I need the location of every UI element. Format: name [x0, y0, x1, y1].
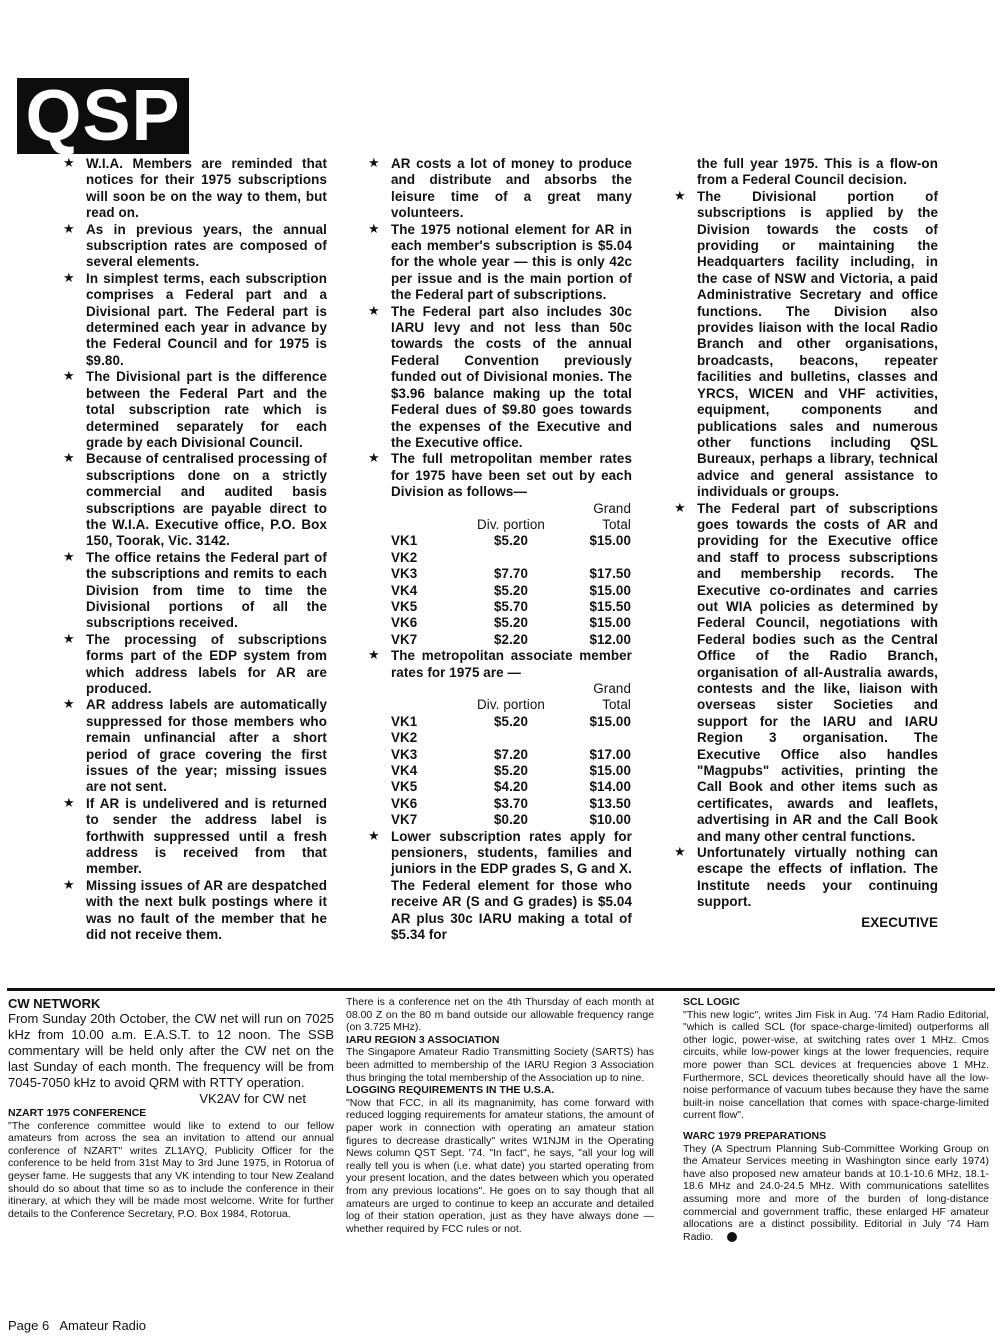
table-cell: $7.70: [493, 566, 528, 582]
table-row: [391, 566, 631, 582]
table-cell: VK7: [391, 631, 418, 647]
item-text: As in previous years, the annual subscription rates are composed of several elements.: [86, 221, 327, 270]
star-icon: ★: [63, 369, 75, 385]
star-icon: ★: [63, 631, 75, 647]
table-cell: $13.50: [589, 795, 631, 811]
star-icon: ★: [368, 221, 380, 237]
table-row: [391, 796, 631, 812]
table-cell: [461, 730, 561, 746]
table-cell: VK6: [391, 795, 418, 811]
column-2: [368, 156, 632, 944]
list-item: [674, 845, 938, 911]
section-heading: CW NETWORK: [8, 996, 101, 1011]
table-row: [391, 632, 631, 648]
table-cell: VK5: [391, 779, 418, 795]
table-cell: $15.00: [589, 615, 631, 631]
table-row: [391, 550, 631, 566]
table-cell: VK2: [391, 730, 418, 746]
list-item: [63, 878, 327, 944]
table-cell: VK6: [391, 615, 418, 631]
column-header-total: Total: [602, 697, 631, 713]
table-cell: [561, 550, 631, 566]
table-cell: $15.50: [589, 598, 631, 614]
paragraph: From Sunday 20th October, the CW net will run on 7025 kHz from 10.00 a.m. E.A.S.T. to 12 noon. The SSB commentary will be held only after the CW net on the last Sunday of each month. The frequency will be from 7045-7050 kHz to avoid QRM with RTTY operation.: [8, 1011, 334, 1090]
list-item: [63, 550, 327, 632]
table-cell: $14.00: [589, 779, 631, 795]
star-icon: ★: [368, 648, 380, 664]
table-cell: $15.00: [589, 763, 631, 779]
star-icon: ★: [63, 549, 75, 565]
section-heading: LOGGING REQUIREMENTS IN THE U.S.A.: [346, 1084, 555, 1097]
table-cell: VK3: [391, 746, 418, 762]
paragraph: "The conference committee would like to extend to our fellow amateurs from across the sea an invitation to attend our annual conference of NZART" writes ZL1AYQ, Publicity Officer for the conference to be held from 31st May to 3rd June 1975, in Rotorua of geyser fame. He suggests that any VK intending to tour New Zealand should do so about that time so as to include the conference in their itinerary, at which they will be made most welcome. Write for further details to the Conference Secretary, P.O. Box 1984, Rotorua.: [8, 1119, 334, 1220]
table-cell: $10.00: [589, 812, 631, 828]
star-icon: ★: [63, 156, 75, 171]
end-mark-icon: [727, 1232, 737, 1242]
list-item: [63, 369, 327, 451]
section-divider: [7, 988, 995, 991]
table-cell: VK4: [391, 763, 418, 779]
associate-rates-table: [391, 681, 631, 829]
item-text: Lower subscription rates apply for pensioners, students, families and juniors in the EDP grades S, G and X. The Federal element for those who receive AR (S and G grades) is $5.04 AR plus 30c IARU making a total of $5.34 for: [391, 828, 632, 943]
paragraph-text: They (A Spectrum Planning Sub-Committee Working Group on the Amateur Services meeting in Washington since early 1974) have also proposed new amateur bands at 10.1-10.6 MHz, 18.1-18.6 MHz and 24.0-24.5 MHz. With communications satellites assuming more and more of the burden of long-distance commercial and government traffic, these enlarged HF amateur allocations are a distinct possibility. Editorial in July '74 Ham Radio.: [683, 1142, 989, 1243]
column-header-grand: Grand: [593, 500, 631, 516]
table-row: [391, 714, 631, 730]
table-cell: $5.20: [493, 713, 528, 729]
item-text: The office retains the Federal part of the subscriptions and remits to each Division from time to time the Divisional portions of all the subscriptions received.: [86, 549, 327, 631]
table-row: [391, 533, 631, 549]
paragraph: "Now that FCC, in all its magnanimity, has come forward with reduced logging requirements for amateur stations, the amount of paper work in connection with operating an amateur station figures to decrease drastically" writes W1NJM in the Operating News column QST Sept. '74. "In fact", he says, "all your log will really tell you is when (i.e. what date) you started operating from your present location, and the dates between which you operated from any previous locations". He goes on to say though that all amateurs are urged to continue to keep an accurate and detailed log of their station operation, just as they have always done — whether required by FCC rules or not.: [346, 1096, 654, 1235]
column-3: [674, 156, 938, 931]
footer-text: Page 6 Amateur Radio: [8, 1318, 147, 1333]
list-item: [63, 451, 327, 549]
table-cell: VK1: [391, 713, 418, 729]
table-cell: $5.20: [493, 763, 528, 779]
item-text: The full metropolitan member rates for 1975 have been set out by each Division as follows—: [391, 451, 632, 500]
table-cell: VK5: [391, 598, 418, 614]
bottom-column-1: [8, 996, 334, 1220]
bottom-column-3: [683, 996, 989, 1243]
item-text: Unfortunately virtually nothing can escape the effects of inflation. The Institute needs your continuing support.: [697, 845, 938, 910]
star-icon: ★: [63, 795, 75, 811]
star-icon: ★: [63, 270, 75, 286]
table-cell: VK3: [391, 566, 418, 582]
signature: EXECUTIVE: [861, 914, 938, 930]
item-text: In simplest terms, each subscription comprises a Federal part and a Divisional part. The Federal part is determined each year in advance by the Federal Council and for 1975 is $9.80.: [86, 270, 327, 368]
table-cell: $5.20: [493, 582, 528, 598]
table-cell: $5.20: [493, 615, 528, 631]
table-row: [391, 583, 631, 599]
table-cell: $3.70: [493, 795, 528, 811]
section-heading: IARU REGION 3 ASSOCIATION: [346, 1033, 500, 1046]
list-item: [368, 451, 632, 500]
table-cell: $5.20: [493, 533, 528, 549]
table-cell: VK7: [391, 812, 418, 828]
table-cell: $2.20: [493, 631, 528, 647]
table-cell: $12.00: [589, 631, 631, 647]
column-header-div-portion: Div. portion: [477, 516, 545, 532]
paragraph: "This new logic", writes Jim Fisk in Aug. '74 Ham Radio Editorial, "which is called SCL (for space-charge-limited) outperforms all other logic, power-wise, at switching rates over 1 MHz. Cmos circuits, while low-power kings at the lower frequencies, require more power than SCL devices at frequencies above 1 MHz. Furthermore, SCL devices theoretically should have all the low-noise performance of vacuum tubes because they have the same built-in noise cancellation that comes with space-charge-limited current flow".: [683, 1008, 989, 1122]
list-item: [368, 304, 632, 452]
table-cell: $15.00: [589, 533, 631, 549]
star-icon: ★: [674, 500, 686, 516]
column-header-div-portion: Div. portion: [477, 697, 545, 713]
section-heading: WARC 1979 PREPARATIONS: [683, 1129, 827, 1142]
list-item: [63, 697, 327, 795]
section-heading: SCL LOGIC: [683, 996, 740, 1008]
table-row: [391, 763, 631, 779]
list-item: [368, 156, 632, 222]
item-text: The Divisional part is the difference between the Federal Part and the total subscription rate which is determined separately for each grade by each Divisional Council.: [86, 369, 327, 450]
table-cell: [461, 550, 561, 566]
table-cell: $15.00: [589, 713, 631, 729]
item-text: Missing issues of AR are despatched with the next bulk postings where it was no fault of the member that he did not receive them.: [86, 877, 327, 943]
table-cell: $0.20: [493, 812, 528, 828]
star-icon: ★: [63, 697, 75, 713]
item-text: The Federal part of subscriptions goes towards the costs of AR and providing for the Executive office and staff to process subscriptions and membership records. The Executive co-ordinates and carries out WIA policies as determined by Federal Council, negotiations with Federal bodies such as the Central Office of the Radio Branch, organisation of all-Australia awards, contests and the like, liaison with overseas sister Societies and support for the IARU and IARU Region 3 organisation. The Executive Office also handles "Magpubs" activities, printing the Call Book and other items such as certificates, awards and leaflets, advertising in AR and the Call Book and many other central functions.: [697, 500, 938, 844]
table-row: [391, 615, 631, 631]
list-item: [674, 501, 938, 846]
star-icon: ★: [674, 845, 686, 861]
table-cell: $17.50: [589, 566, 631, 582]
table-cell: $5.70: [493, 598, 528, 614]
star-icon: ★: [368, 451, 380, 467]
item-text: The Federal part also includes 30c IARU levy and not less than 50c towards the costs of the annual Federal Convention previously funded out of Divisional monies. The $3.96 balance making up the total Federal dues of $9.80 goes towards the expenses of the Executive and the Executive office.: [391, 303, 632, 450]
list-item: [63, 156, 327, 222]
column-1: [63, 156, 327, 944]
paragraph: [683, 1143, 989, 1244]
list-item: [368, 222, 632, 304]
table-cell: VK1: [391, 533, 418, 549]
table-cell: [561, 730, 631, 746]
table-row: [391, 779, 631, 795]
item-text: The 1975 notional element for AR in each member's subscription is $5.04 for the whole year — this is only 42c per issue and is the main portion of the Federal part of subscriptions.: [391, 221, 632, 303]
list-item: [368, 829, 632, 944]
item-text: AR address labels are automatically suppressed for those members who remain unfinancial after a short period of grace covering the first issues of the year; missing issues are not sent.: [86, 697, 327, 795]
list-item: [63, 632, 327, 698]
column-header-grand: Grand: [593, 681, 631, 696]
continued-text: the full year 1975. This is a flow-on from a Federal Council decision.: [697, 156, 938, 188]
item-text: AR costs a lot of money to produce and distribute and absorbs the leisure time of a great many volunteers.: [391, 156, 632, 221]
table-row: [391, 747, 631, 763]
list-item: [63, 271, 327, 369]
list-item: [63, 222, 327, 271]
star-icon: ★: [368, 156, 380, 171]
item-text: The metropolitan associate member rates for 1975 are —: [391, 648, 632, 680]
star-icon: ★: [63, 221, 75, 237]
column-header-total: Total: [602, 516, 631, 532]
table-cell: $7.20: [493, 746, 528, 762]
bottom-column-2: [346, 996, 654, 1235]
list-item: [674, 189, 938, 501]
table-cell: $15.00: [589, 582, 631, 598]
star-icon: ★: [63, 877, 75, 893]
signature: VK2AV for CW net: [199, 1091, 306, 1106]
star-icon: ★: [368, 303, 380, 319]
table-cell: VK4: [391, 582, 418, 598]
star-icon: ★: [674, 188, 686, 204]
qsp-banner: [17, 78, 189, 154]
page-footer: [8, 1318, 146, 1334]
table-cell: $4.20: [493, 779, 528, 795]
paragraph: There is a conference net on the 4th Thursday of each month at 08.00 Z on the 80 m band outside our allowable frequency range (on 3.725 MHz).: [346, 996, 654, 1034]
item-text: The Divisional portion of subscriptions is applied by the Division towards the costs of providing or maintaining the Headquarters facility including, in the case of NSW and Victoria, a paid Administrative Secretary and office functions. The Division also provides liaison with the local Radio Branch and other organisations, broadcasts, beacons, repeater facilities and bulletins, classes and YRCS, WICEN and VHF activities, equipment, components and publications sales and numerous other functions including QSL Bureaux, perhaps a library, technical advice and general assistance to individuals or groups.: [697, 188, 938, 500]
item-text: Because of centralised processing of subscriptions done on a strictly commercial and audited basis subscriptions are payable direct to the W.I.A. Executive office, P.O. Box 150, Toorak, Vic. 3142.: [86, 451, 327, 549]
list-item: [368, 648, 632, 681]
section-heading: NZART 1975 CONFERENCE: [8, 1107, 147, 1119]
item-text: W.I.A. Members are reminded that notices for their 1975 subscriptions will soon be on the way to them, but read on.: [86, 156, 327, 221]
member-rates-table: [391, 501, 631, 649]
banner-label: QSP: [25, 76, 181, 156]
table-row: [391, 812, 631, 828]
table-row: [391, 599, 631, 615]
table-cell: VK2: [391, 549, 418, 565]
item-text: The processing of subscriptions forms part of the EDP system from which address labels for AR are produced.: [86, 631, 327, 696]
list-item: [63, 796, 327, 878]
paragraph: The Singapore Amateur Radio Transmitting Society (SARTS) has been admitted to membership of the IARU Region 3 Association thus bringing the total membership of the Association up to nine.: [346, 1046, 654, 1084]
table-row: [391, 730, 631, 746]
item-text: If AR is undelivered and is returned to sender the address label is forthwith suppressed until a fresh address is received from that member.: [86, 795, 327, 877]
star-icon: ★: [63, 451, 75, 467]
table-cell: $17.00: [589, 746, 631, 762]
star-icon: ★: [368, 828, 380, 844]
